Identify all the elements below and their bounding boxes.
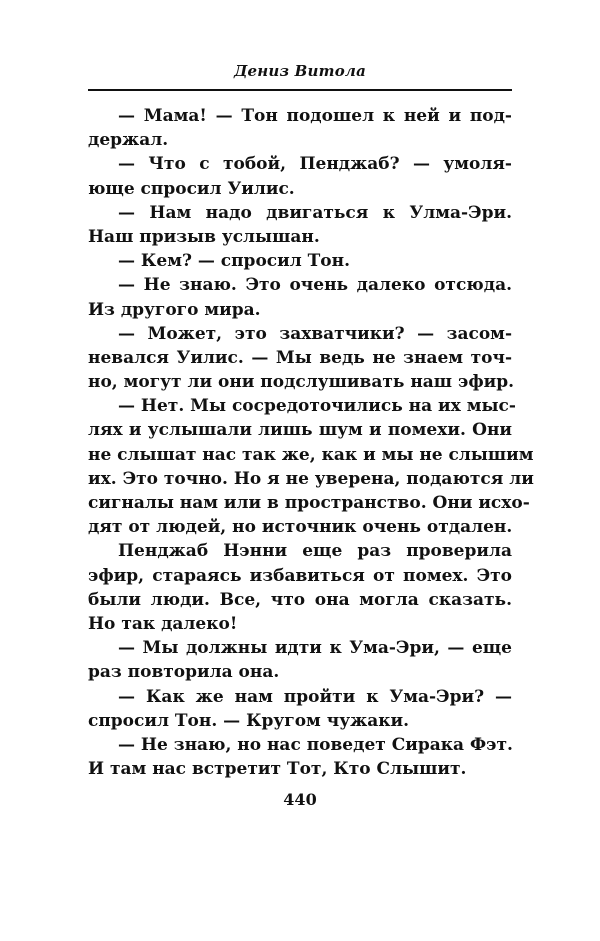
text-line: но, могут ли они подслушивать наш эфир. bbox=[88, 372, 515, 393]
text-line: — Что с тобой, Пенджаб? — умоля- bbox=[118, 154, 512, 175]
text-line: — Как же нам пройти к Ума-Эри? — bbox=[118, 686, 512, 707]
text-line: эфир, стараясь избавиться от помех. Это bbox=[88, 565, 512, 586]
text-line: юще спросил Уилис. bbox=[88, 178, 295, 199]
text-line: их. Это точно. Но я не уверена, подаются ли bbox=[88, 468, 534, 489]
text-line: сигналы нам или в пространство. Они исхо- bbox=[88, 493, 530, 513]
text-line: спросил Тон. — Кругом чужаки. bbox=[88, 710, 410, 731]
header-rule bbox=[88, 89, 512, 91]
text-line: лях и услышали лишь шум и помехи. Они bbox=[88, 420, 512, 441]
text-line: — Нам надо двигаться к Улма-Эри. bbox=[118, 202, 512, 223]
text-line: Но так далеко! bbox=[88, 613, 238, 634]
text-line: дят от людей, но источник очень отдален. bbox=[88, 517, 513, 538]
text-line: Из другого мира. bbox=[88, 299, 261, 320]
text-line: — Не знаю. Это очень далеко отсюда. bbox=[118, 275, 512, 296]
text-line: — Мы должны идти к Ума-Эри, — еще bbox=[118, 638, 512, 659]
text-line: — Мама! — Тон подошел к ней и под- bbox=[118, 106, 512, 126]
text-line: И там нас встретит Тот, Кто Слышит. bbox=[88, 759, 467, 780]
text-line: — Нет. Мы сосредоточились на их мыс- bbox=[118, 396, 516, 417]
text-line: — Может, это захватчики? — засом- bbox=[118, 323, 512, 344]
text-line: Наш призыв услышан. bbox=[88, 226, 320, 247]
page-number: 440 bbox=[283, 790, 317, 809]
body-text bbox=[88, 104, 534, 781]
text-line: раз повторила она. bbox=[88, 662, 280, 683]
text-line: невался Уилис. — Мы ведь не знаем точ- bbox=[88, 347, 512, 368]
text-line: — Кем? — спросил Тон. bbox=[118, 251, 350, 272]
text-line: — Не знаю, но нас поведет Сирака Фэт. bbox=[118, 734, 513, 755]
running-head: Дениз Витола bbox=[233, 62, 367, 80]
text-line: держал. bbox=[88, 130, 169, 151]
text-line: Пенджаб Нэнни еще раз проверила bbox=[118, 541, 512, 562]
text-line: не слышат нас так же, как и мы не слышим bbox=[88, 444, 534, 465]
text-line: были люди. Все, что она могла сказать. bbox=[88, 589, 512, 610]
